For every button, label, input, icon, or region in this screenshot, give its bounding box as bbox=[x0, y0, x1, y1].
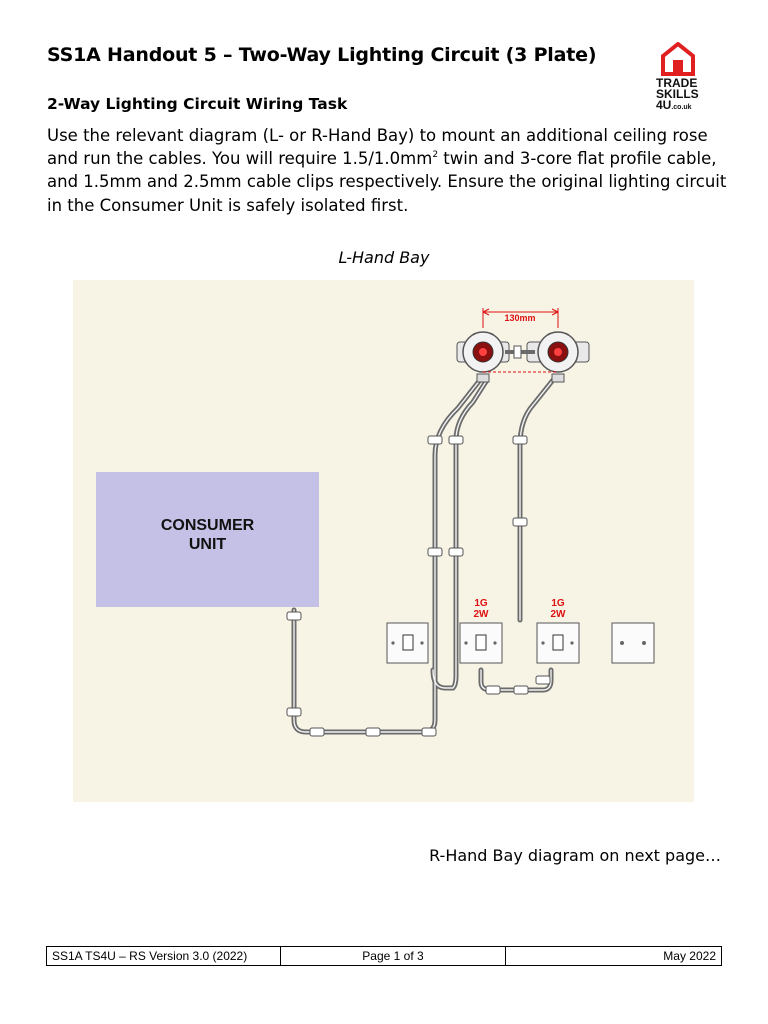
ceiling-rose-1 bbox=[457, 332, 509, 382]
switch-label-2 bbox=[546, 598, 570, 620]
next-page-note: R-Hand Bay diagram on next page… bbox=[429, 846, 721, 865]
switch-label-2-way: 2W bbox=[550, 609, 566, 620]
consumer-unit-line-2: UNIT bbox=[188, 536, 227, 553]
footer-version: SS1A TS4U – RS Version 3.0 (2022) bbox=[47, 947, 281, 965]
consumer-unit-label bbox=[96, 516, 319, 554]
cable-to-rose-2 bbox=[520, 380, 553, 620]
logo-line-2: SKILLS bbox=[656, 87, 699, 101]
diagram-caption: L-Hand Bay bbox=[338, 248, 430, 267]
switch-plate-2 bbox=[460, 623, 502, 663]
intro-paragraph bbox=[47, 124, 727, 217]
page-footer bbox=[46, 946, 722, 966]
trade-skills-logo bbox=[652, 42, 714, 114]
house-logo-icon bbox=[660, 42, 696, 76]
wiring-diagram bbox=[73, 280, 694, 802]
dimension-label: 130mm bbox=[504, 313, 536, 323]
cables bbox=[294, 380, 553, 732]
logo-suffix: .co.uk bbox=[671, 104, 692, 111]
consumer-unit-line-1: CONSUMER bbox=[160, 517, 255, 534]
ceiling-rose-2 bbox=[527, 332, 589, 382]
logo-line-3: 4U bbox=[656, 98, 672, 112]
intro-text-1: Use the relevant diagram (L- or R-Hand Bay) to mount an additional ceiling rose and run the cables. You will require 1.5/1.0mm bbox=[47, 126, 708, 169]
footer-page-number: Page 1 of 3 bbox=[281, 947, 506, 965]
blank-plate bbox=[612, 623, 654, 663]
intro-text-2: twin and 3-core flat profile cable, and 1.5mm and 2.5mm cable clips respectively. Ensure the original lighting circuit in the Consumer Unit is safely isolated first. bbox=[47, 149, 727, 215]
switch-label-2-gang: 1G bbox=[551, 598, 565, 609]
logo-line-1: TRADE bbox=[656, 76, 698, 90]
switch-label-1-way: 2W bbox=[473, 609, 489, 620]
consumer-unit bbox=[96, 472, 319, 607]
page-title: SS1A Handout 5 – Two-Way Lighting Circuit (3 Plate) bbox=[47, 44, 597, 66]
intro-superscript: 2 bbox=[432, 150, 439, 161]
footer-date: May 2022 bbox=[663, 949, 716, 963]
switch-label-1-gang: 1G bbox=[474, 598, 488, 609]
section-subtitle: 2-Way Lighting Circuit Wiring Task bbox=[47, 95, 348, 113]
logo-text bbox=[656, 78, 699, 113]
switch-plate-1 bbox=[387, 623, 428, 663]
switch-label-1 bbox=[469, 598, 493, 620]
switch-plate-3 bbox=[537, 623, 579, 663]
